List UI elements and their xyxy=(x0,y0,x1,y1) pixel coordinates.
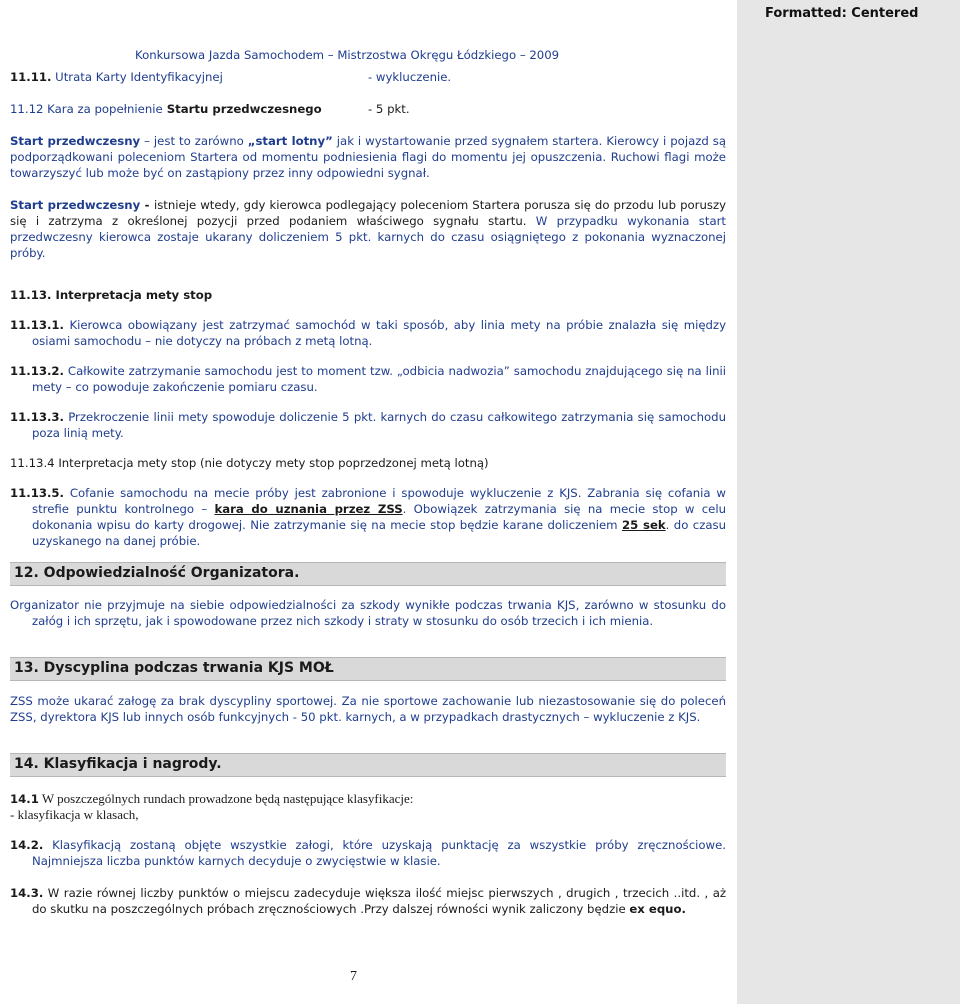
paragraph-false-start-rule xyxy=(10,197,726,261)
section-14-2 xyxy=(10,837,726,869)
section-number: 14.2. xyxy=(10,838,44,852)
text-run: . Obowiązek zatrzymania się na mecie stop w celu dokonania wpisu do karty drogowej. Nie zatrzymanie się na mecie stop będzie karane doliczeniem xyxy=(32,502,726,532)
section-11-13-2 xyxy=(10,363,726,395)
heading-12-box xyxy=(10,562,726,586)
section-number: 14.1 xyxy=(10,792,39,806)
text-run: W przypadku wykonania start przedwczesny kierowca zostaje ukarany doliczeniem 5 pkt. karnych do czasu osiągniętego z pokonania wyznaczonej próby. xyxy=(10,214,727,260)
term: Start przedwczesny xyxy=(10,134,141,148)
section-11-13-5 xyxy=(10,485,726,549)
section-text: Całkowite zatrzymanie samochodu jest to moment tzw. „odbicia nadwozia” samochodu znajdującego się na linii mety – co powoduje zakończenie pomiaru czasu. xyxy=(32,364,726,394)
paragraph-13: ZSS może ukarać załogę za brak dyscypliny sportowej. Za nie sportowe zachowanie lub niezastosowanie się do poleceń ZSS, dyrektora KJS lub innych osób funkcyjnych - 50 pkt. karnych, a w przypadkach drastycznych – wykluczenie z KJS. xyxy=(10,694,726,724)
heading-12: 12. Odpowiedzialność Organizatora. xyxy=(14,565,300,581)
text-run: istnieje wtedy, gdy kierowca podlegający poleceniom Startera porusza się do przodu lub poruszy się i zatrzyma z określonej pozycji przed podaniem właściwego sygnału startu. xyxy=(10,198,727,228)
emphasis-penalty: kara do uznania przez ZSS xyxy=(214,502,403,516)
section-number: 11.13.3. xyxy=(10,410,64,424)
page-number: 7 xyxy=(350,969,357,984)
section-14-1 xyxy=(10,791,413,807)
text-run: – jest to zarówno xyxy=(140,134,248,148)
emphasis-ex-equo: ex equo. xyxy=(629,902,686,916)
heading-14-box xyxy=(10,753,726,777)
term-quoted: „start lotny” xyxy=(247,134,333,148)
section-text: Przekroczenie linii mety spowoduje doliczenie 5 pkt. karnych do czasu całkowitego zatrzymania się samochodu poza linią mety. xyxy=(32,410,726,440)
text-run: jak i wystartowanie przed sygnałem startera. Kierowcy i pojazd są podporządkowani poleceniom Startera od momentu podniesienia flagi do momentu jej opuszczenia. Ruchowi flagi może towarzyszyć lub może być on zastąpiony przez inny odpowiedni sygnał. xyxy=(10,134,726,180)
section-text: Utrata Karty Identyfikacyjnej xyxy=(51,70,223,84)
section-text: Kierowca obowiązany jest zatrzymać samochód w taki sposób, aby linia mety na próbie znalazła się między osiami samochodu – nie dotyczy na próbach z metą lotną. xyxy=(32,318,726,348)
section-14-3 xyxy=(10,885,726,917)
penalty-11-12: - 5 pkt. xyxy=(368,102,410,116)
section-text: W razie równej liczby punktów o miejscu zadecyduje większa ilość miejsc pierwszych , drugich , trzecich ..itd. , aż do skutku na poszczególnych próbach zręcznościowych .Przy dalszej równości wynik zaliczony będzie xyxy=(32,886,726,916)
section-number: 11.12 Kara za popełnienie xyxy=(10,102,163,116)
paragraph-false-start-definition xyxy=(10,133,726,181)
heading-14: 14. Klasyfikacja i nagrody. xyxy=(14,756,222,772)
section-11-12 xyxy=(10,101,322,117)
section-number: 14.3. xyxy=(10,886,44,900)
heading-13-box xyxy=(10,657,726,681)
section-number: 11.11. xyxy=(10,70,52,84)
text-run: . do czasu uzyskanego na danej próbie. xyxy=(32,518,726,548)
section-11-11 xyxy=(10,69,223,85)
text-run: Cofanie samochodu na mecie próby jest zabronione i spowoduje wykluczenie z KJS. Zabrania się cofania w strefie punktu kontrolnego – xyxy=(32,486,726,516)
page-header: Konkursowa Jazda Samochodem – Mistrzostwa Okręgu Łódzkiego – 2009 xyxy=(135,48,560,62)
section-11-13-title: 11.13. Interpretacja mety stop xyxy=(10,288,213,302)
section-text: W poszczególnych rundach prowadzone będą następujące klasyfikacje: xyxy=(38,791,414,806)
heading-13: 13. Dyscyplina podczas trwania KJS MOŁ xyxy=(14,660,334,676)
section-number: 11.13.5. xyxy=(10,486,64,500)
section-11-13-3 xyxy=(10,409,726,441)
term: Start przedwczesny xyxy=(10,198,141,212)
comment-pane xyxy=(737,0,960,1004)
text-run: - xyxy=(140,198,154,212)
section-11-13-1 xyxy=(10,317,726,349)
penalty-11-11: - wykluczenie. xyxy=(368,70,452,84)
paragraph-12: Organizator nie przyjmuje na siebie odpowiedzialności za szkody wynikłe podczas trwania KJS, zarówno w stosunku do załóg i ich sprzętu, jak i spowodowane przez nich szkody i straty w stosunku do osób trzecich i ich mienia. xyxy=(10,598,726,628)
list-item-class: - klasyfikacja w klasach, xyxy=(10,807,139,822)
section-number: 11.13.2. xyxy=(10,364,64,378)
format-comment: Formatted: Centered xyxy=(765,6,919,21)
section-number: 11.13.1. xyxy=(10,318,64,332)
section-11-13-4: 11.13.4 Interpretacja mety stop (nie dotyczy mety stop poprzedzonej metą lotną) xyxy=(10,456,489,470)
emphasis-seconds: 25 sek xyxy=(621,518,666,532)
section-text: Klasyfikacją zostaną objęte wszystkie załogi, które uzyskają punktację za wszystkie próby zręcznościowe. Najmniejsza liczba punktów karnych decyduje o zwycięstwie w klasie. xyxy=(32,838,726,868)
section-title: Startu przedwczesnego xyxy=(162,102,322,116)
